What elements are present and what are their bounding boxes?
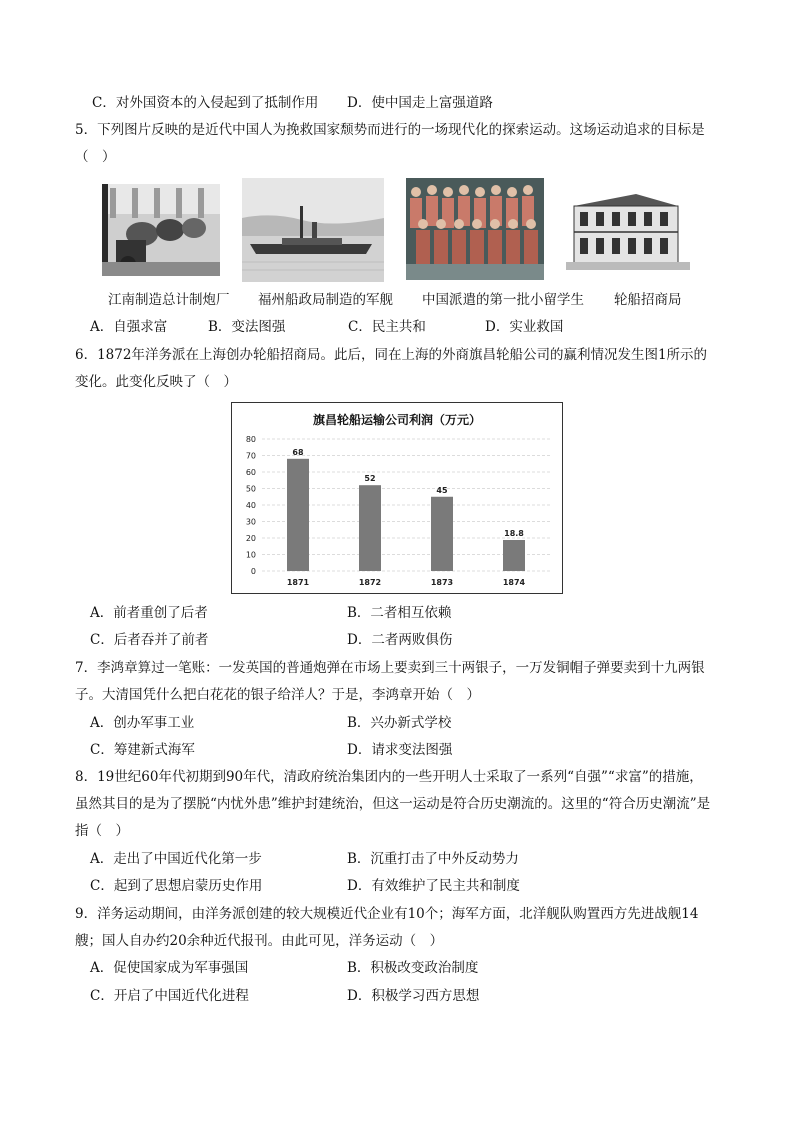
photo-caption-3: 中国派遣的第一批小留学生 [422,292,584,308]
bar [503,540,525,571]
y-tick-label: 0 [250,567,256,576]
q4-option-c: C．对外国资本的入侵起到了抵制作用 [92,95,319,111]
q5-stem-line1: 5．下列图片反映的是近代中国人为挽救国家颓势而进行的一场现代化的探索运动。这场运动追求的目标是 [75,122,705,138]
q7-stem-line1: 7．李鸿章算过一笔账：一发英国的普通炮弹在市场上要卖到三十两银子，一万发铜帽子弹要卖到十九两银 [75,660,705,676]
q7-option-b: B．兴办新式学校 [347,715,452,731]
q6-option-d: D．二者两败俱伤 [347,632,453,648]
q8-option-d: D．有效维护了民主共和制度 [347,878,520,894]
q5-option-a: A．自强求富 [90,319,168,335]
students-photo [406,178,544,280]
q6-option-c: C．后者吞并了前者 [90,632,209,648]
q7-option-a: A．创办军事工业 [90,715,195,731]
q5-option-b: B．变法图强 [208,319,286,335]
q5-option-c: C．民主共和 [348,319,426,335]
photo-caption-1: 江南制造总计制炮厂 [108,292,230,308]
bar [359,485,381,571]
y-tick-label: 50 [245,484,256,494]
y-tick-label: 70 [245,451,256,461]
photo-caption-2: 福州船政局制造的军舰 [258,292,393,308]
factory-photo [102,184,220,276]
bar [287,459,309,571]
bar-value-label: 68 [292,447,304,457]
y-tick-label: 80 [245,435,256,444]
q8-option-b: B．沉重打击了中外反动势力 [347,851,519,867]
q9-option-c: C．开启了中国近代化进程 [90,988,249,1004]
q9-stem-line2: 艘；国人自办约20余种近代报刊。由此可见，洋务运动（ ） [75,933,444,949]
q5-stem-line2: （ ） [75,149,116,165]
q7-stem-line2: 子。大清国凭什么把白花花的银子给洋人？于是，李鸿章开始（ ） [75,687,480,703]
bar-value-label: 45 [436,485,448,495]
q7-option-c: C．筹建新式海军 [90,742,195,758]
q6-option-b: B．二者相互依赖 [347,605,452,621]
q6-stem-line1: 6．1872年洋务派在上海创办轮船招商局。此后，同在上海的外商旗昌轮船公司的赢利情况发生图1所示的 [75,347,708,363]
bar-value-label: 18.8 [504,528,524,538]
q6-option-a: A．前者重创了后者 [90,605,208,621]
y-tick-label: 10 [245,550,256,560]
q4-option-d: D．使中国走上富强道路 [347,95,493,111]
photo-caption-4: 轮船招商局 [614,292,682,308]
q5-option-d: D．实业救国 [485,319,564,335]
chart-title: 旗昌轮船运输公司利润（万元） [312,413,481,427]
q8-stem-line3: 指（ ） [75,823,129,839]
q6-stem-line2: 变化。此变化反映了（ ） [75,374,237,390]
x-tick-label: 1872 [358,578,382,587]
x-tick-label: 1873 [430,578,454,587]
y-tick-label: 40 [245,501,256,510]
building-photo [566,184,690,270]
x-tick-label: 1871 [286,578,310,587]
profit-chart [231,402,563,594]
y-tick-label: 20 [245,534,256,543]
q9-stem-line1: 9．洋务运动期间，由洋务派创建的较大规模近代企业有10个；海军方面，北洋舰队购置西方先进战舰14 [75,906,699,922]
q9-option-a: A．促使国家成为军事强国 [90,960,249,976]
q9-option-d: D．积极学习西方思想 [347,988,480,1004]
q8-stem-line2: 虽然其目的是为了摆脱“内忧外患”维护封建统治，但这一运动是符合历史潮流的。这里的“符合历史潮流”是 [75,796,711,812]
warship-photo [242,178,384,282]
bar [431,497,453,571]
y-tick-label: 60 [245,468,256,477]
q8-stem-line1: 8．19世纪60年代初期到90年代，清政府统治集团内的一些开明人士采取了一系列“自强”“求富”的措施， [75,769,703,785]
chart-plot [232,403,562,593]
q8-option-c: C．起到了思想启蒙历史作用 [90,878,263,894]
y-tick-label: 30 [245,517,256,527]
q7-option-d: D．请求变法图强 [347,742,453,758]
x-tick-label: 1874 [502,578,526,587]
q9-option-b: B．积极改变政治制度 [347,960,479,976]
bar-value-label: 52 [364,474,376,484]
q8-option-a: A．走出了中国近代化第一步 [90,851,262,867]
